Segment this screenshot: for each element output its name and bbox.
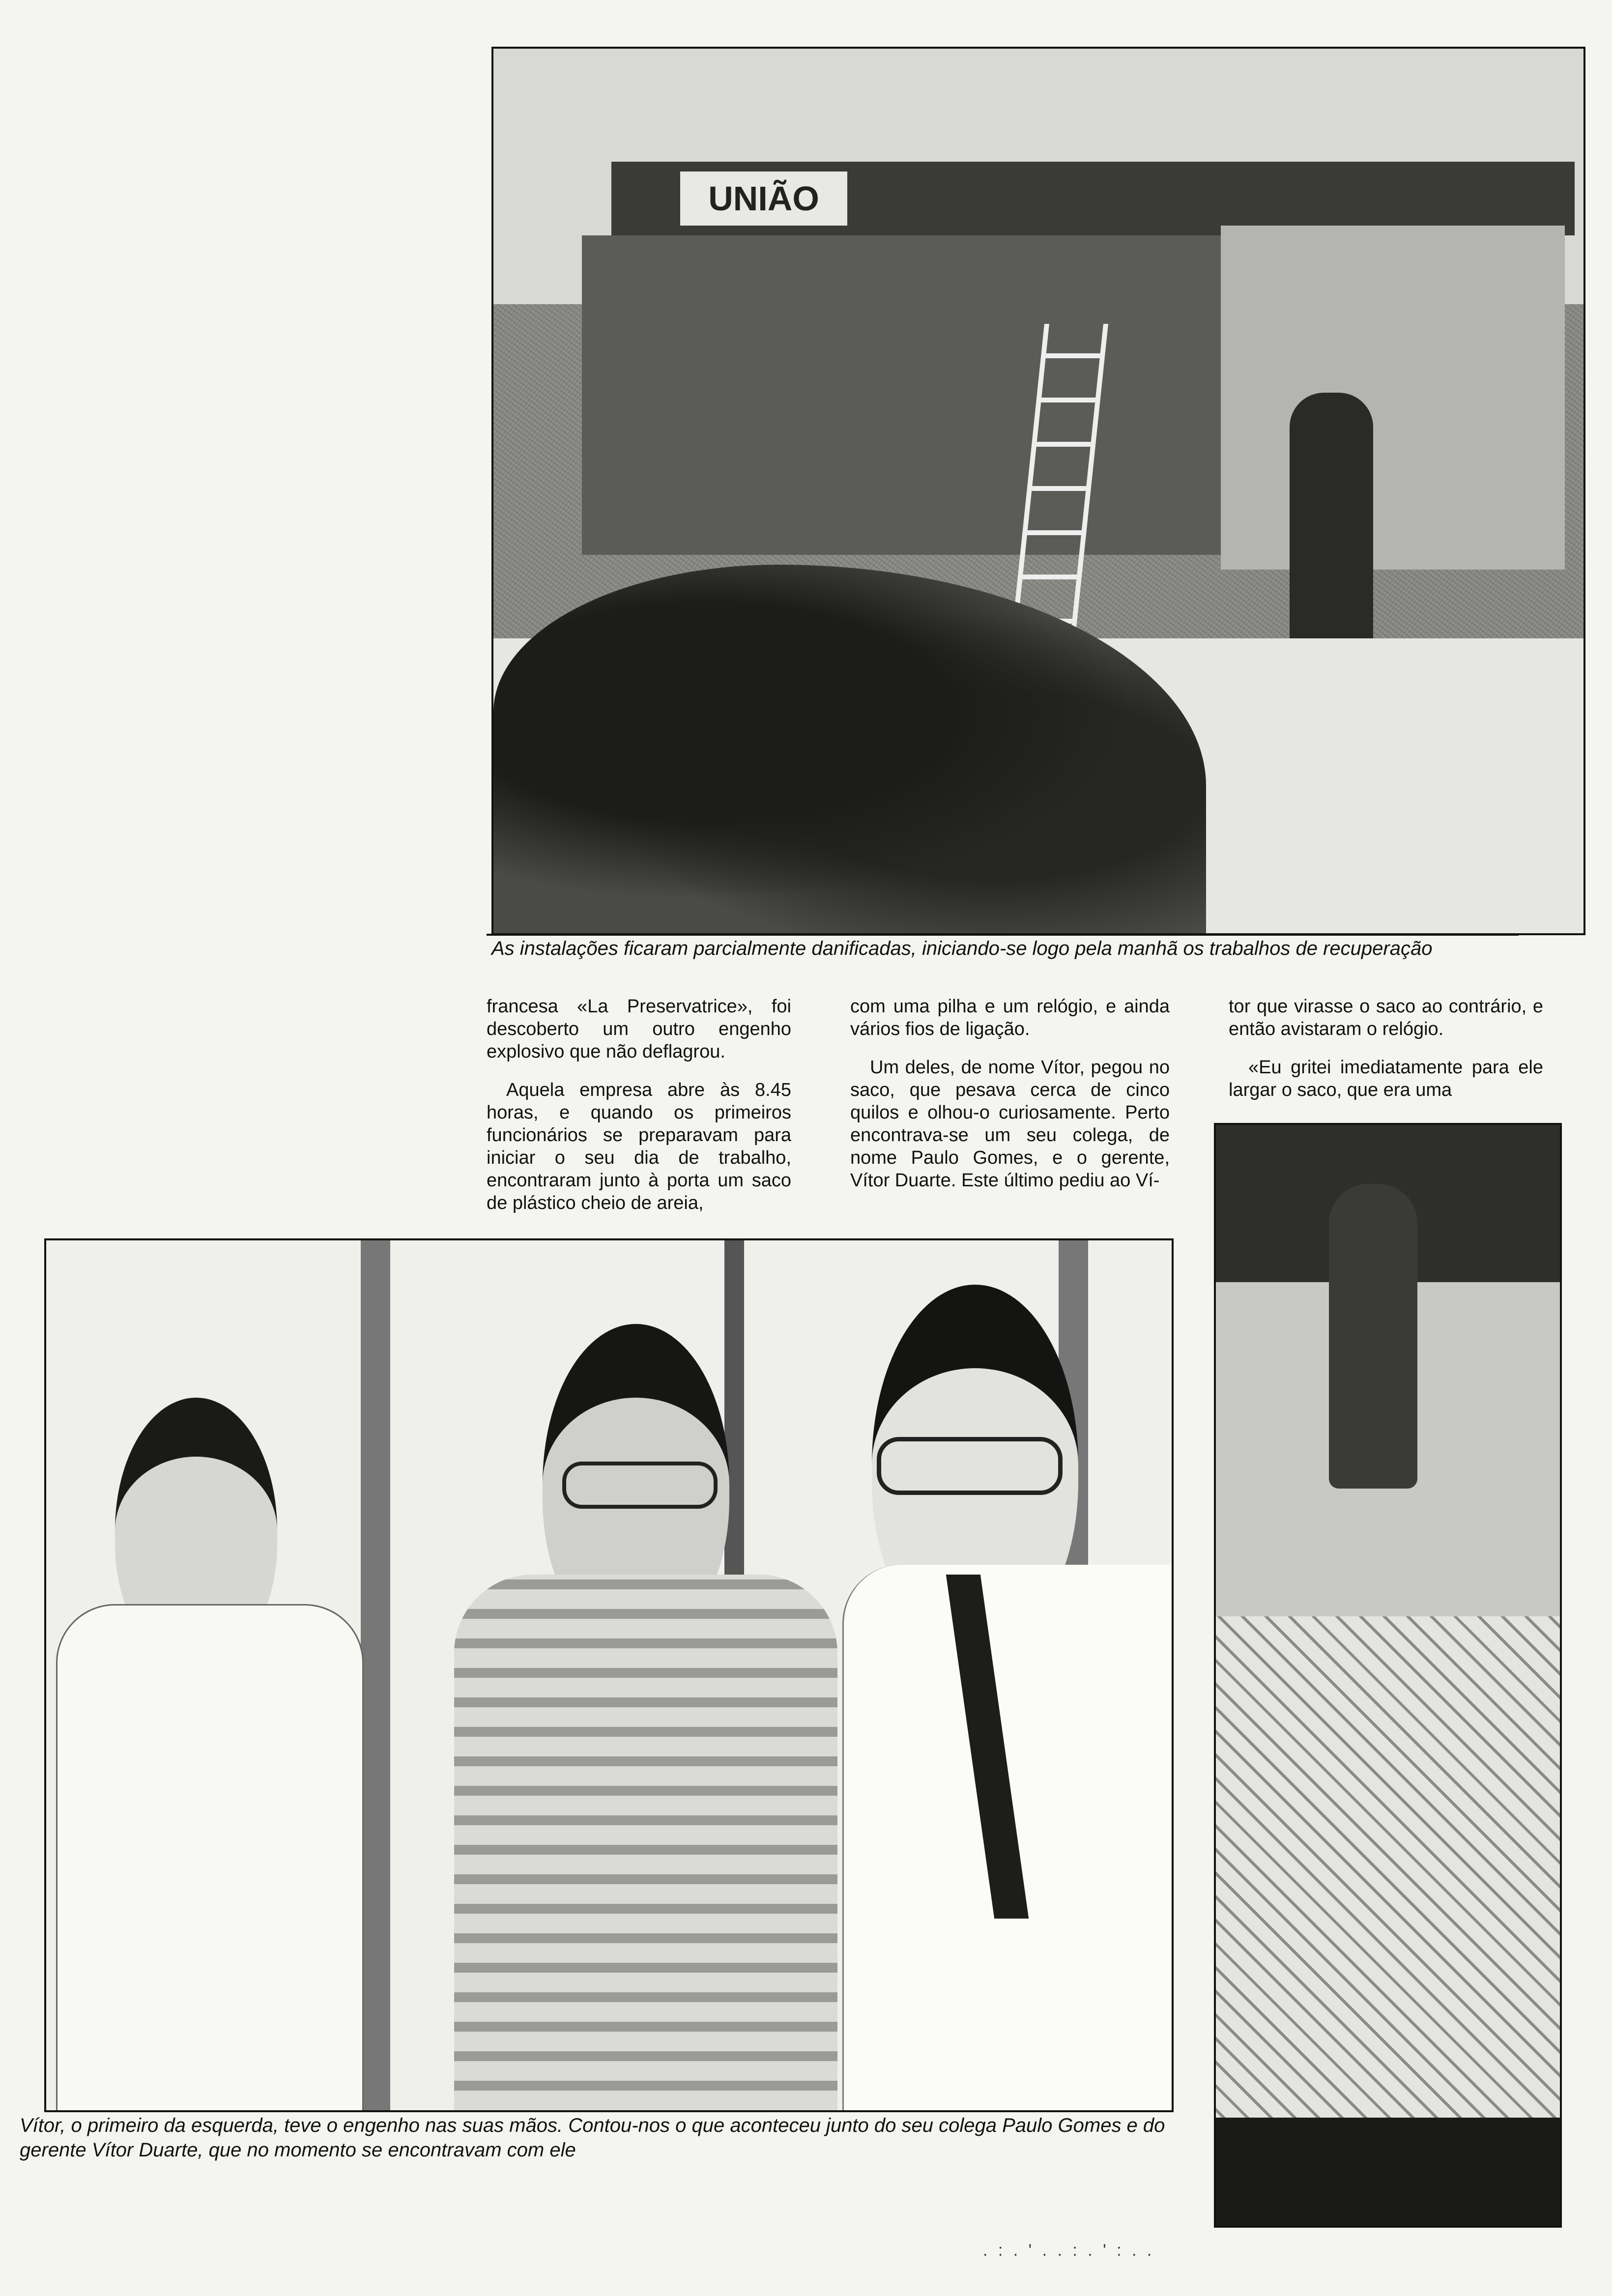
- photo-street-curb: [1216, 2118, 1560, 2226]
- scan-specks: . : . ' . . : . ' : . .: [983, 2241, 1155, 2260]
- photo-window: [1221, 226, 1565, 570]
- photo-street: [1214, 1123, 1562, 2228]
- photo-plants: [493, 565, 1206, 933]
- photo-building-repair: [491, 47, 1585, 935]
- article-column-2: [850, 995, 1170, 1192]
- column1-paragraph-1: francesa «La Preservatrice», foi descoberto um outro engenho explosivo que não deflagrou.: [487, 996, 791, 1062]
- column2-paragraph-1: com uma pilha e um relógio, e ainda vários fios de ligação.: [850, 996, 1170, 1039]
- article-column-3: [1229, 995, 1543, 1101]
- column1-paragraph-2: Aquela empresa abre às 8.45 horas, e quando os primeiros funcionários se preparavam para iniciar o seu dia de trabalho, encontraram junto à porta um saco de plástico cheio de areia,: [487, 1080, 791, 1213]
- top-photo-caption: As instalações ficaram parcialmente danificadas, iniciando-se logo pela manhã os trabalhos de recuperação: [491, 938, 1433, 959]
- photo-man-left-body: [56, 1604, 364, 2112]
- column2-paragraph-2: Um deles, de nome Vítor, pegou no saco, que pesava cerca de cinco quilos e olhou-o curiosamente. Perto encontrava-se um seu colega, de nome Paulo Gomes, e o gerente, Vítor Duarte. Este último pediu ao Ví-: [850, 1057, 1170, 1191]
- photo-man-right-glasses: [877, 1437, 1063, 1495]
- caption-rule-top: [487, 934, 1519, 936]
- column3-paragraph-1: tor que virasse o saco ao contrário, e então avistaram o relógio.: [1229, 996, 1543, 1039]
- photo-sign: UNIÃO: [680, 172, 847, 226]
- photo-three-men: [44, 1238, 1174, 2112]
- column3-paragraph-2: «Eu gritei imediatamente para ele largar o saco, que era uma: [1229, 1057, 1543, 1100]
- article-column-1: [487, 995, 791, 1214]
- photo-man-middle-glasses: [562, 1462, 718, 1509]
- photo-man-middle-body: [454, 1575, 837, 2110]
- people-photo-caption: Vítor, o primeiro da esquerda, teve o engenho nas suas mãos. Contou-nos o que aconteceu junto do seu colega Paulo Gomes e do gerente Vítor Duarte, que no momento se encontravam com ele: [20, 2115, 1165, 2161]
- photo-shopfront: [582, 235, 1270, 555]
- photo-street-pedestrian: [1329, 1184, 1417, 1489]
